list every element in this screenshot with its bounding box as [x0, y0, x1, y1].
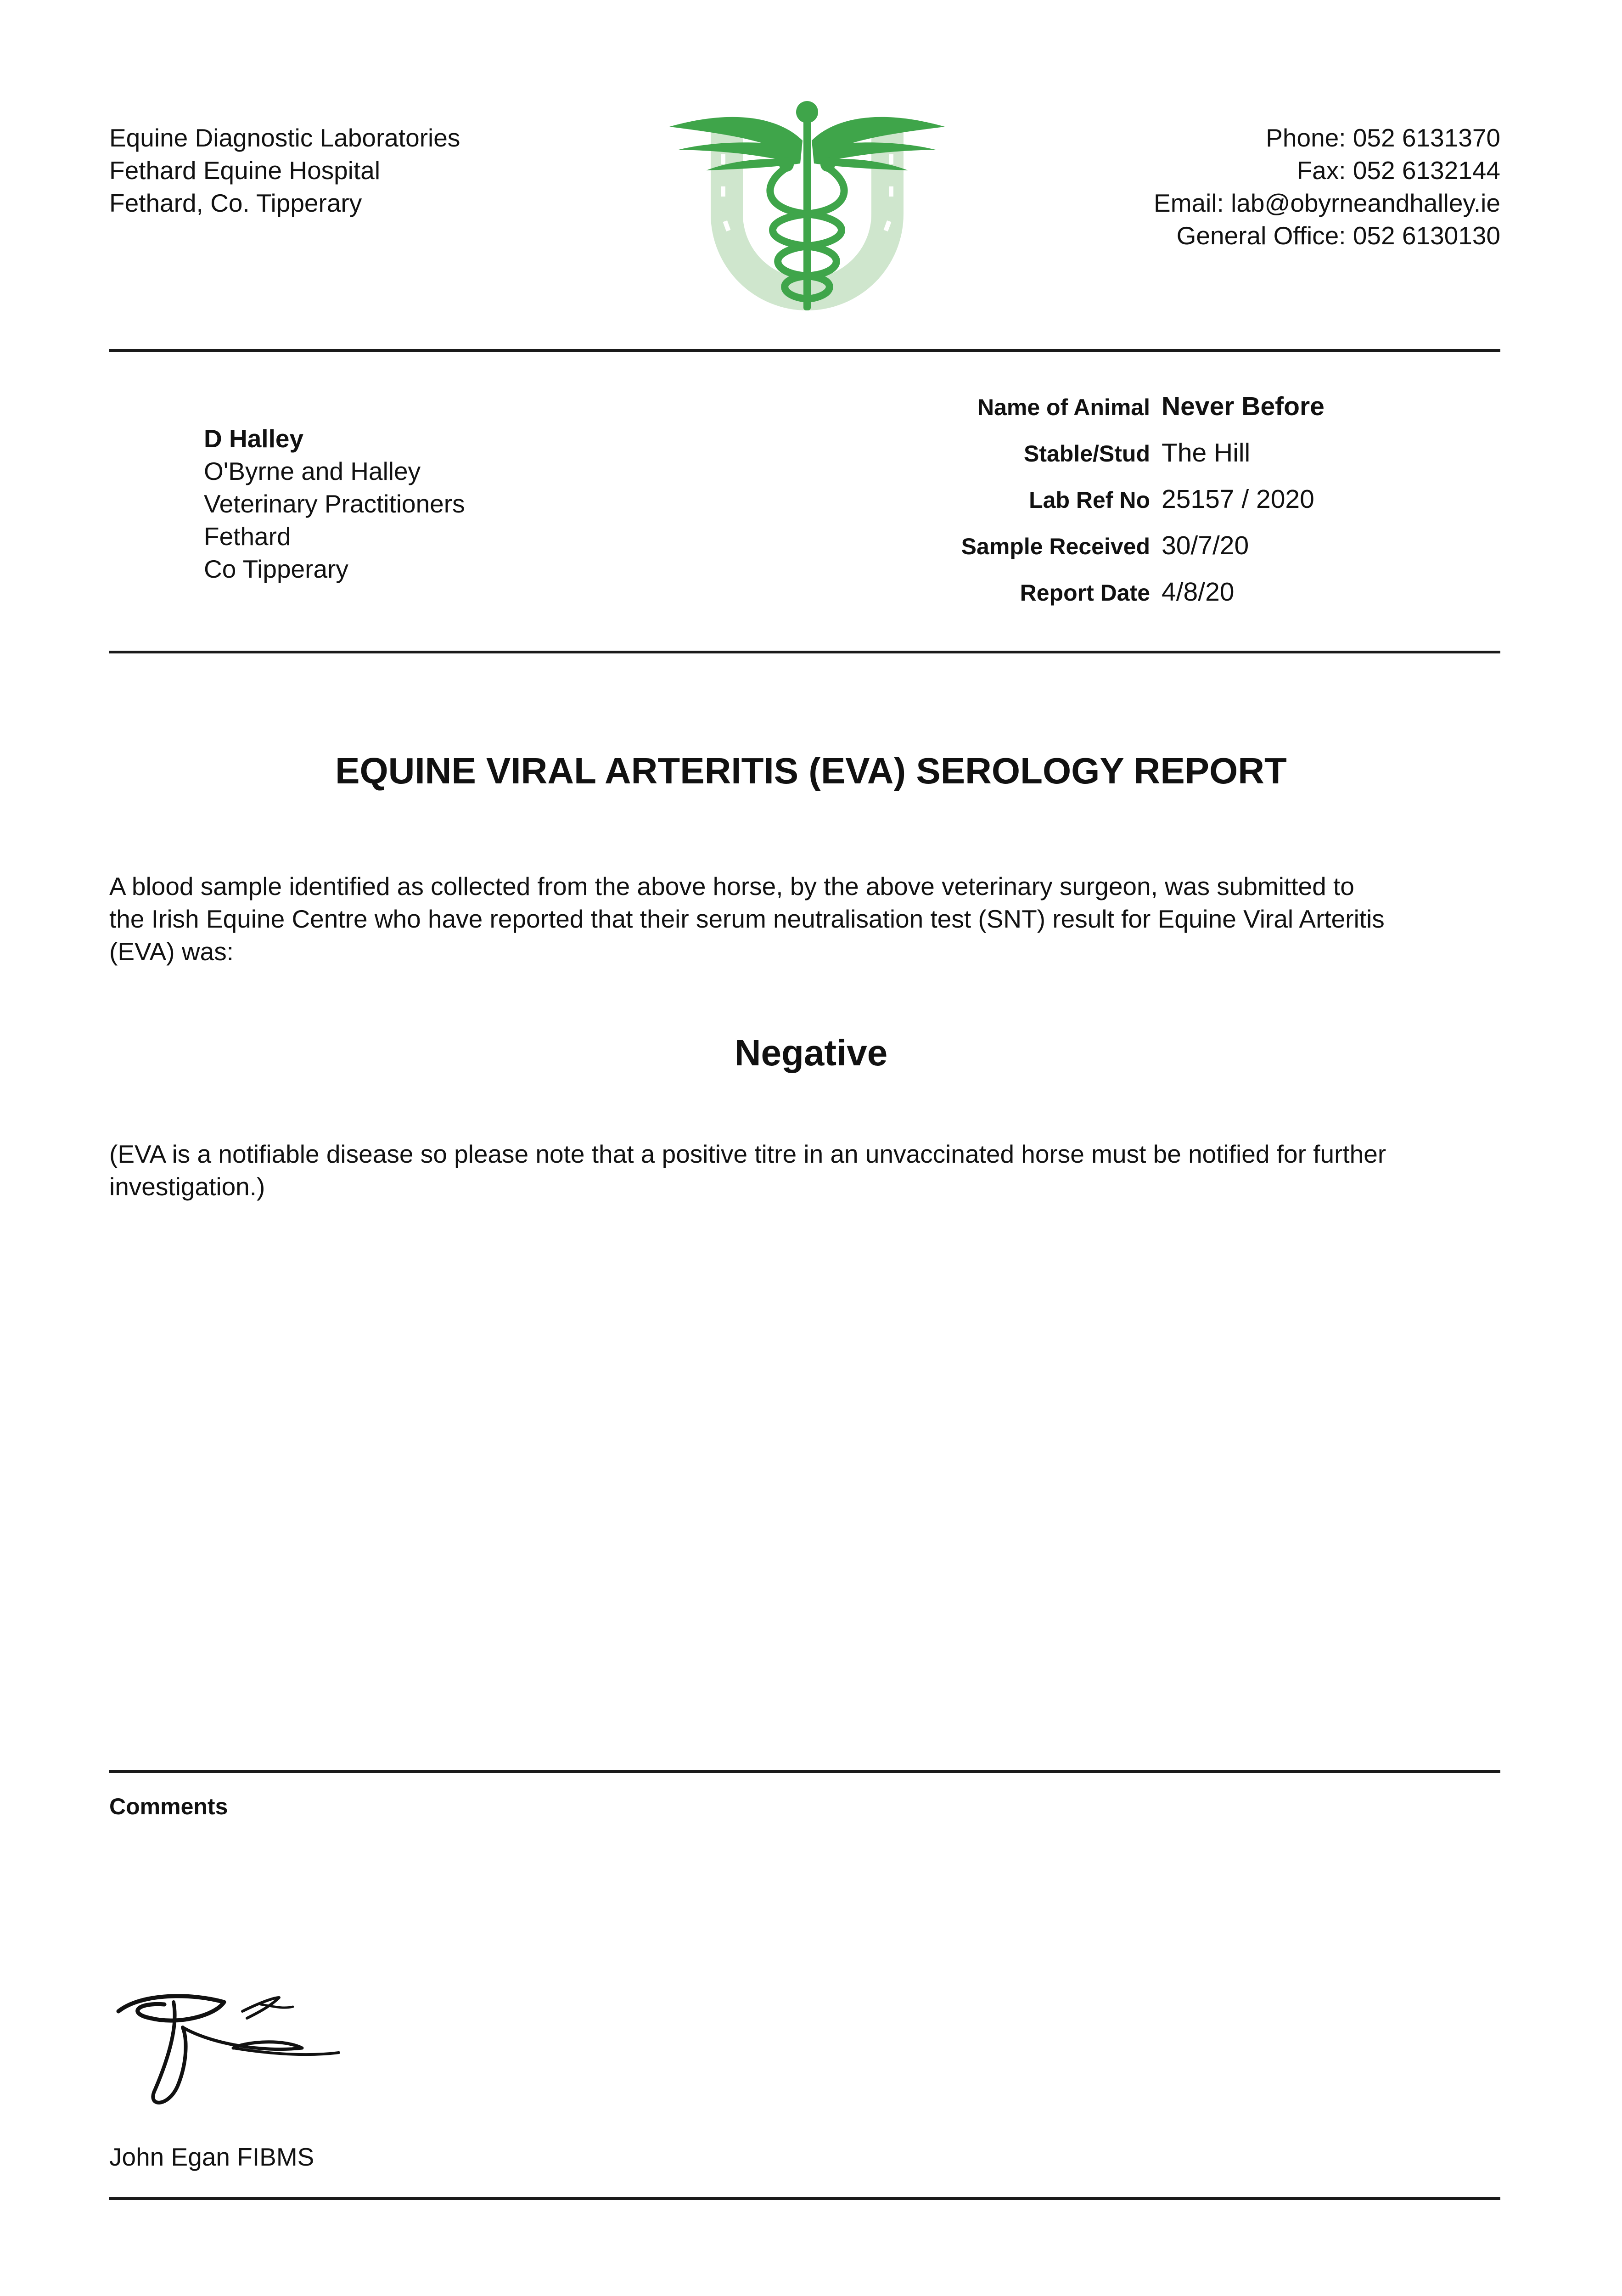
caduceus-horseshoe-icon	[669, 90, 945, 320]
labref-value: 25157 / 2020	[1162, 484, 1314, 514]
note-line: investigation.)	[109, 1172, 265, 1201]
signature	[109, 1984, 348, 2112]
note-paragraph	[109, 1138, 1503, 1203]
detail-row-received	[780, 530, 1325, 577]
detail-row-animal	[780, 391, 1325, 438]
sample-details	[780, 391, 1325, 623]
recipient-name: D Halley	[204, 424, 304, 453]
detail-label: Lab Ref No	[1029, 487, 1150, 513]
divider-bottom	[109, 2197, 1500, 2200]
comments-label: Comments	[109, 1794, 228, 1819]
signer-name: John Egan FIBMS	[109, 2143, 314, 2171]
detail-row-report-date	[780, 577, 1325, 623]
detail-label: Stable/Stud	[1023, 441, 1150, 467]
lab-location: Fethard, Co. Tipperary	[109, 189, 362, 217]
detail-label: Sample Received	[961, 534, 1150, 559]
test-result: Negative	[734, 1032, 888, 1073]
divider-middle	[109, 651, 1500, 653]
recipient-town: Fethard	[204, 522, 291, 551]
fax-text: Fax: 052 6132144	[1296, 156, 1500, 185]
lab-address	[109, 122, 460, 219]
report-title: EQUINE VIRAL ARTERITIS (EVA) SEROLOGY REPORT	[335, 750, 1287, 791]
stable-value: The Hill	[1162, 438, 1251, 467]
detail-label: Name of Animal	[977, 394, 1150, 420]
detail-label: Report Date	[1020, 580, 1150, 606]
divider-comments	[109, 1770, 1500, 1773]
email-text: Email: lab@obyrneandhalley.ie	[1154, 189, 1500, 217]
animal-name-value: Never Before	[1162, 392, 1325, 421]
intro-line: (EVA) was:	[109, 937, 234, 966]
detail-row-stable	[780, 438, 1325, 484]
recipient-practice: O'Byrne and Halley	[204, 457, 421, 485]
phone-text: Phone: 052 6131370	[1266, 124, 1500, 152]
intro-line: the Irish Equine Centre who have reported that their serum neutralisation test (SNT) result for Equine Viral Arteritis	[109, 905, 1385, 933]
note-line: (EVA is a notifiable disease so please note that a positive titre in an unvaccinated horse must be notified for further	[109, 1140, 1386, 1168]
recipient-practice-type: Veterinary Practitioners	[204, 490, 465, 518]
intro-line: A blood sample identified as collected from the above horse, by the above veterinary surgeon, was submitted to	[109, 872, 1354, 900]
contact-details	[1154, 122, 1500, 252]
intro-paragraph	[109, 870, 1503, 968]
office-text: General Office: 052 6130130	[1176, 221, 1500, 250]
lab-hospital: Fethard Equine Hospital	[109, 156, 381, 185]
recipient-county: Co Tipperary	[204, 555, 348, 583]
lab-name: Equine Diagnostic Laboratories	[109, 124, 460, 152]
recipient-address	[204, 422, 465, 585]
divider-top	[109, 349, 1500, 352]
report-date-value: 4/8/20	[1162, 577, 1235, 607]
detail-row-labref	[780, 484, 1325, 530]
received-value: 30/7/20	[1162, 531, 1249, 560]
